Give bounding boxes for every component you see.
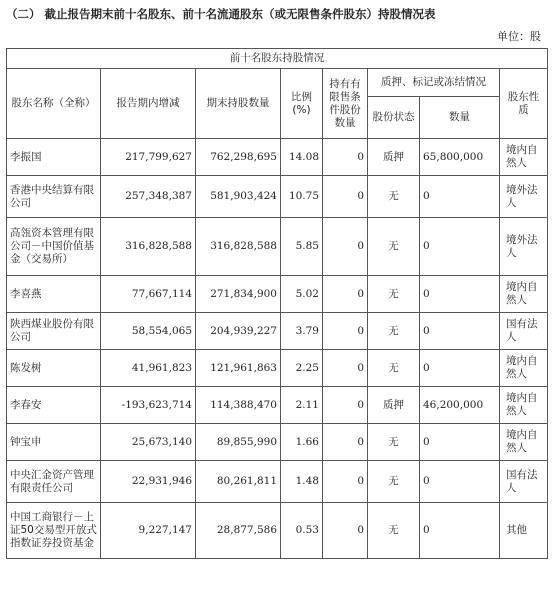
header-restricted: 持有有限售条件股份数量 — [323, 69, 368, 139]
end-shares-cell: 581,903,424 — [196, 176, 281, 218]
table-row — [7, 503, 548, 559]
shareholder-nature-cell: 境内自然人 — [500, 424, 548, 461]
table-row — [7, 176, 548, 218]
pledge-status-cell: 无 — [368, 276, 420, 313]
change-cell: 77,667,114 — [101, 276, 196, 313]
header-pledge-group: 质押、标记或冻结情况 — [368, 69, 500, 97]
change-cell: 9,227,147 — [101, 503, 196, 559]
restricted-shares-cell: 0 — [323, 176, 368, 218]
unit-label: 单位：股 — [497, 30, 541, 43]
table-row — [7, 461, 548, 503]
ratio-cell: 5.85 — [281, 218, 323, 276]
shareholder-table — [6, 48, 548, 559]
table-title: （二） 截止报告期末前十名股东、前十名流通股东（或无限售条件股东）持股情况表 — [6, 7, 436, 21]
restricted-shares-cell: 0 — [323, 387, 368, 424]
restricted-shares-cell: 0 — [323, 350, 368, 387]
shareholder-nature-cell: 境外法人 — [500, 176, 548, 218]
pledge-qty-cell: 46,200,000 — [420, 387, 500, 424]
pledge-qty-cell: 0 — [420, 350, 500, 387]
end-shares-cell: 316,828,588 — [196, 218, 281, 276]
end-shares-cell: 271,834,900 — [196, 276, 281, 313]
ratio-cell: 10.75 — [281, 176, 323, 218]
end-shares-cell: 762,298,695 — [196, 139, 281, 176]
ratio-cell: 3.79 — [281, 313, 323, 350]
shareholder-name-cell: 李振国 — [7, 139, 101, 176]
table-row — [7, 424, 548, 461]
end-shares-cell: 121,961,863 — [196, 350, 281, 387]
shareholder-name-cell: 香港中央结算有限公司 — [7, 176, 101, 218]
shareholder-nature-cell: 境内自然人 — [500, 276, 548, 313]
restricted-shares-cell: 0 — [323, 276, 368, 313]
header-pledge-qty: 数量 — [420, 97, 500, 139]
ratio-cell: 1.48 — [281, 461, 323, 503]
header-change: 报告期内增减 — [101, 69, 196, 139]
shareholder-name-cell: 李喜燕 — [7, 276, 101, 313]
pledge-status-cell: 质押 — [368, 387, 420, 424]
shareholder-nature-cell: 国有法人 — [500, 461, 548, 503]
restricted-shares-cell: 0 — [323, 424, 368, 461]
group-header-row — [7, 49, 548, 69]
pledge-status-cell: 无 — [368, 313, 420, 350]
header-pledge-status: 股份状态 — [368, 97, 420, 139]
shareholder-nature-cell: 境内自然人 — [500, 387, 548, 424]
restricted-shares-cell: 0 — [323, 461, 368, 503]
shareholder-name-cell: 钟宝申 — [7, 424, 101, 461]
table-row — [7, 276, 548, 313]
shareholder-name-cell: 中国工商银行－上证50交易型开放式指数证券投资基金 — [7, 503, 101, 559]
shareholder-nature-cell: 境内自然人 — [500, 350, 548, 387]
ratio-cell: 14.08 — [281, 139, 323, 176]
end-shares-cell: 204,939,227 — [196, 313, 281, 350]
end-shares-cell: 28,877,586 — [196, 503, 281, 559]
pledge-qty-cell: 0 — [420, 218, 500, 276]
change-cell: 22,931,946 — [101, 461, 196, 503]
pledge-status-cell: 无 — [368, 218, 420, 276]
shareholder-name-cell: 中央汇金资产管理有限责任公司 — [7, 461, 101, 503]
header-name: 股东名称（全称） — [7, 69, 101, 139]
shareholder-nature-cell: 其他 — [500, 503, 548, 559]
pledge-status-cell: 无 — [368, 461, 420, 503]
shareholder-name-cell: 李春安 — [7, 387, 101, 424]
pledge-qty-cell: 0 — [420, 176, 500, 218]
pledge-qty-cell: 0 — [420, 461, 500, 503]
table-row — [7, 139, 548, 176]
shareholder-name-cell: 陈发树 — [7, 350, 101, 387]
table-row — [7, 313, 548, 350]
pledge-qty-cell: 65,800,000 — [420, 139, 500, 176]
pledge-status-cell: 无 — [368, 350, 420, 387]
end-shares-cell: 89,855,990 — [196, 424, 281, 461]
shareholder-nature-cell: 境外法人 — [500, 218, 548, 276]
ratio-cell: 1.66 — [281, 424, 323, 461]
end-shares-cell: 114,388,470 — [196, 387, 281, 424]
ratio-cell: 2.25 — [281, 350, 323, 387]
pledge-qty-cell: 0 — [420, 313, 500, 350]
change-cell: -193,623,714 — [101, 387, 196, 424]
change-cell: 41,961,823 — [101, 350, 196, 387]
pledge-qty-cell: 0 — [420, 424, 500, 461]
change-cell: 217,799,627 — [101, 139, 196, 176]
restricted-shares-cell: 0 — [323, 218, 368, 276]
table-body — [7, 49, 548, 559]
change-cell: 58,554,065 — [101, 313, 196, 350]
pledge-status-cell: 无 — [368, 424, 420, 461]
shareholder-nature-cell: 国有法人 — [500, 313, 548, 350]
ratio-cell: 2.11 — [281, 387, 323, 424]
header-end-shares: 期末持股数量 — [196, 69, 281, 139]
shareholder-name-cell: 陕西煤业股份有限公司 — [7, 313, 101, 350]
pledge-status-cell: 无 — [368, 503, 420, 559]
ratio-cell: 0.53 — [281, 503, 323, 559]
table-row — [7, 387, 548, 424]
pledge-status-cell: 质押 — [368, 139, 420, 176]
change-cell: 25,673,140 — [101, 424, 196, 461]
end-shares-cell: 80,261,811 — [196, 461, 281, 503]
pledge-status-cell: 无 — [368, 176, 420, 218]
restricted-shares-cell: 0 — [323, 139, 368, 176]
restricted-shares-cell: 0 — [323, 313, 368, 350]
group-header: 前十名股东持股情况 — [7, 49, 548, 69]
pledge-qty-cell: 0 — [420, 276, 500, 313]
table-row — [7, 218, 548, 276]
shareholder-nature-cell: 境内自然人 — [500, 139, 548, 176]
header-nature: 股东性质 — [500, 69, 548, 139]
shareholder-name-cell: 高瓴资本管理有限公司－中国价值基金（交易所） — [7, 218, 101, 276]
header-row-1 — [7, 69, 548, 97]
table-row — [7, 350, 548, 387]
pledge-qty-cell: 0 — [420, 503, 500, 559]
header-ratio: 比例(%) — [281, 69, 323, 139]
change-cell: 257,348,387 — [101, 176, 196, 218]
change-cell: 316,828,588 — [101, 218, 196, 276]
ratio-cell: 5.02 — [281, 276, 323, 313]
restricted-shares-cell: 0 — [323, 503, 368, 559]
